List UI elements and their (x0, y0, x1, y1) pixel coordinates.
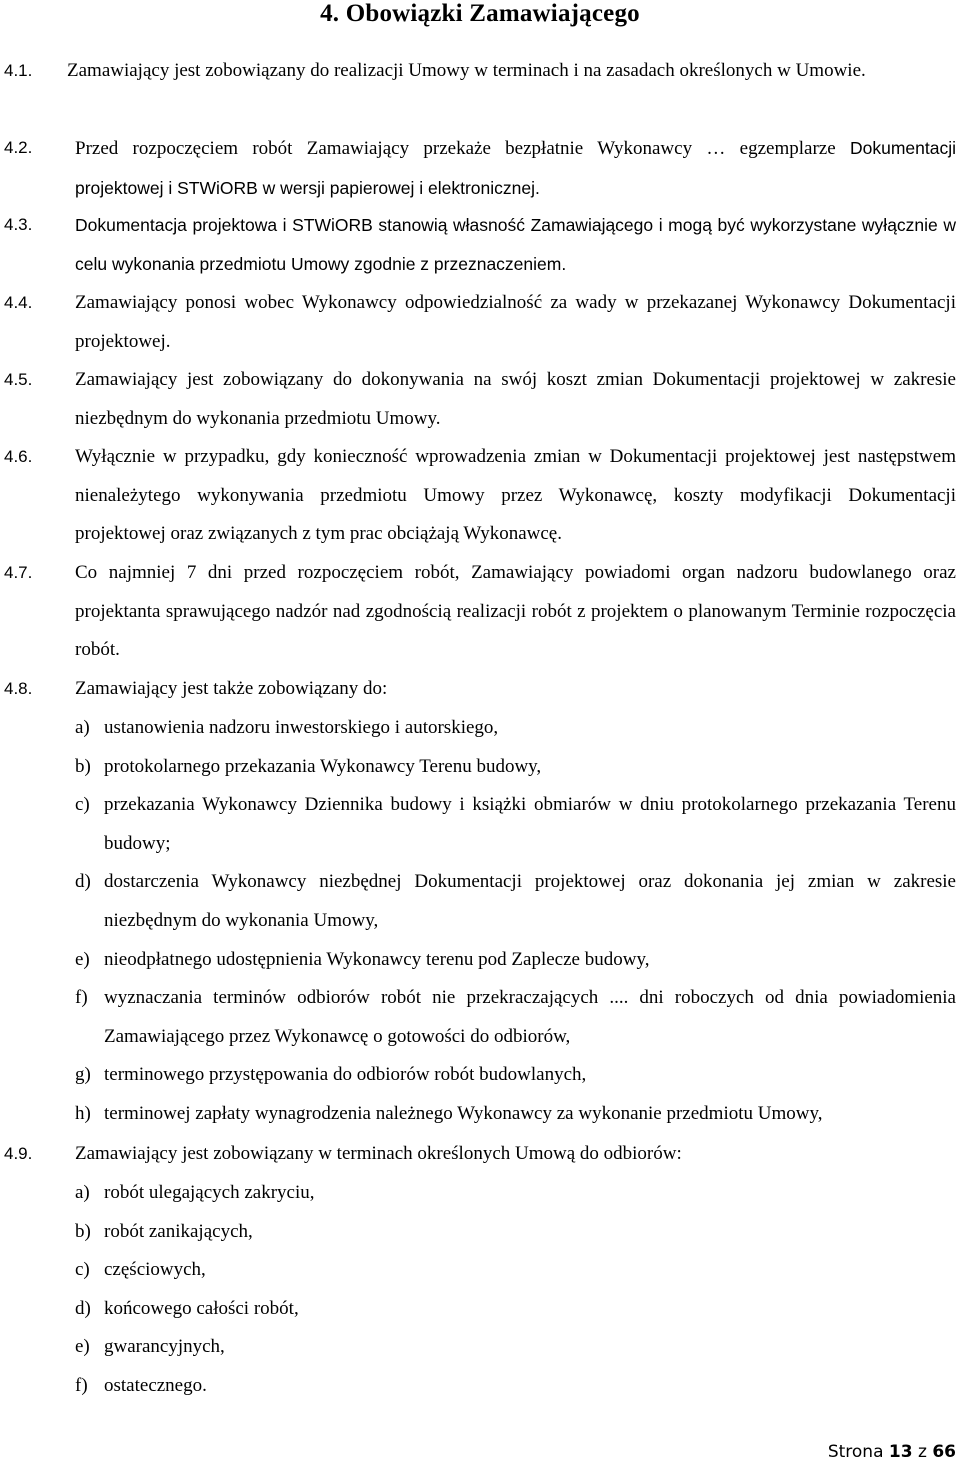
section-text: Zamawiający jest zobowiązany w terminach określonych Umową do odbiorów: (75, 1143, 682, 1164)
section-4-4 (4, 284, 956, 361)
list-item (75, 1174, 956, 1213)
section-number: 4.8. (4, 679, 33, 698)
section-text: Co najmniej 7 dni przed rozpoczęciem robót, Zamawiający powiadomi organ nadzoru budowlanego oraz projektanta sprawującego nadzór nad zgodnością realizacji robót z projektem o planowanym Terminie rozpoczęcia robót. (75, 562, 956, 661)
list-letter: c) (75, 794, 90, 816)
list-letter: b) (75, 1220, 91, 1242)
list-letter: f) (75, 987, 88, 1009)
list-item (75, 786, 956, 863)
list-item (75, 1328, 956, 1367)
section-number: 4.4. (4, 293, 33, 312)
footer-page-total: 66 (932, 1442, 956, 1462)
list-letter: f) (75, 1374, 88, 1396)
list-item (75, 1290, 956, 1329)
footer-prefix: Strona (827, 1442, 884, 1462)
list-letter: d) (75, 1297, 91, 1319)
list-text: wyznaczania terminów odbiorów robót nie przekraczających .... dni roboczych od dnia powiadomienia Zamawiającego przez Wykonawcę o gotowości do odbiorów, (104, 987, 956, 1047)
list-letter: d) (75, 871, 91, 893)
list-letter: e) (75, 1336, 90, 1358)
list-item (75, 1213, 956, 1252)
list-item (75, 709, 956, 748)
section-number: 4.3. (4, 215, 33, 234)
section-text: Zamawiający jest także zobowiązany do: (75, 678, 388, 699)
list-text: ostatecznego. (104, 1374, 207, 1396)
obligations-list (75, 709, 956, 1134)
list-text: gwarancyjnych, (104, 1336, 225, 1358)
list-text: ustanowienia nadzoru inwestorskiego i autorskiego, (104, 717, 499, 738)
list-text: robót zanikających, (104, 1220, 253, 1242)
list-text: protokolarnego przekazania Wykonawcy Terenu budowy, (104, 755, 542, 777)
section-number: 4.2. (4, 138, 33, 157)
section-text: Dokumentacja projektowa i STWiORB stanowią własność Zamawiającego i mogą być wykorzystane wyłącznie w celu wykonania przedmiotu Umowy zgodnie z przeznaczeniem. (75, 215, 956, 274)
list-text: robót ulegających zakryciu, (104, 1182, 315, 1203)
section-4-5 (4, 361, 956, 438)
section-4-6 (4, 438, 956, 554)
list-text: końcowego całości robót, (104, 1297, 299, 1319)
section-number: 4.7. (4, 563, 33, 582)
list-item (75, 979, 956, 1056)
page-footer (828, 1441, 956, 1463)
section-4-7 (4, 554, 956, 670)
section-number: 4.9. (4, 1144, 33, 1163)
section-text (75, 129, 956, 208)
section-text: Wyłącznie w przypadku, gdy konieczność wprowadzenia zmian w Dokumentacji projektowej jest następstwem nienależytego wykonywania przedmiotu Umowy przez Wykonawcę, koszty modyfikacji Dokumentacji projektowej oraz związanych z tym prac obciążają Wykonawcę. (75, 446, 956, 545)
list-item (75, 1367, 956, 1406)
section-text: Zamawiający ponosi wobec Wykonawcy odpowiedzialność za wady w przekazanej Wykonawcy Dokumentacji projektowej. (75, 292, 956, 352)
list-item (75, 748, 956, 787)
section-4-2 (4, 129, 956, 208)
list-letter: h) (75, 1102, 91, 1124)
section-heading: 4. Obowiązki Zamawiającego (320, 0, 640, 27)
section-4-3 (4, 206, 956, 283)
list-item (75, 941, 956, 980)
list-letter: a) (75, 717, 90, 738)
section-number: 4.1. (4, 61, 33, 80)
list-letter: b) (75, 755, 91, 777)
list-item (75, 1251, 956, 1290)
list-letter: c) (75, 1259, 90, 1281)
section-text: Zamawiający jest zobowiązany do realizacji Umowy w terminach i na zasadach określonych w Umowie. (67, 60, 866, 81)
list-item (75, 863, 956, 940)
list-text: terminowego przystępowania do odbiorów robót budowlanych, (104, 1064, 587, 1086)
list-text: terminowej zapłaty wynagrodzenia należnego Wykonawcy za wykonanie przedmiotu Umowy, (104, 1102, 823, 1124)
list-letter: g) (75, 1064, 91, 1086)
acceptance-list (75, 1174, 956, 1406)
list-item (75, 1056, 956, 1095)
list-letter: a) (75, 1182, 90, 1203)
section-text-serif: Przed rozpoczęciem robót Zamawiający przekaże bezpłatnie Wykonawcy … egzemplarze (75, 138, 836, 159)
list-item (75, 1095, 956, 1134)
section-number: 4.5. (4, 370, 33, 389)
list-text: dostarczenia Wykonawcy niezbędnej Dokumentacji projektowej oraz dokonania jej zmian w zakresie niezbędnym do wykonania Umowy, (104, 871, 956, 931)
list-text: nieodpłatnego udostępnienia Wykonawcy terenu pod Zaplecze budowy, (104, 948, 650, 970)
section-4-8 (4, 670, 956, 709)
section-number: 4.6. (4, 447, 33, 466)
list-text: częściowych, (104, 1259, 206, 1281)
list-text: przekazania Wykonawcy Dziennika budowy i książki obmiarów w dniu protokolarnego przekazania Terenu budowy; (104, 794, 956, 854)
section-4-9 (4, 1135, 956, 1174)
list-letter: e) (75, 948, 90, 970)
footer-page-number: 13 (888, 1442, 913, 1462)
section-text-sans: Dokumentacji projektowej i STWiORB w wersji papierowej i elektronicznej. (75, 138, 957, 198)
section-text: Zamawiający jest zobowiązany do dokonywania na swój koszt zmian Dokumentacji projektowej w zakresie niezbędnym do wykonania przedmiotu Umowy. (75, 369, 956, 429)
footer-separator: z (917, 1442, 927, 1462)
section-4-1 (4, 52, 956, 91)
